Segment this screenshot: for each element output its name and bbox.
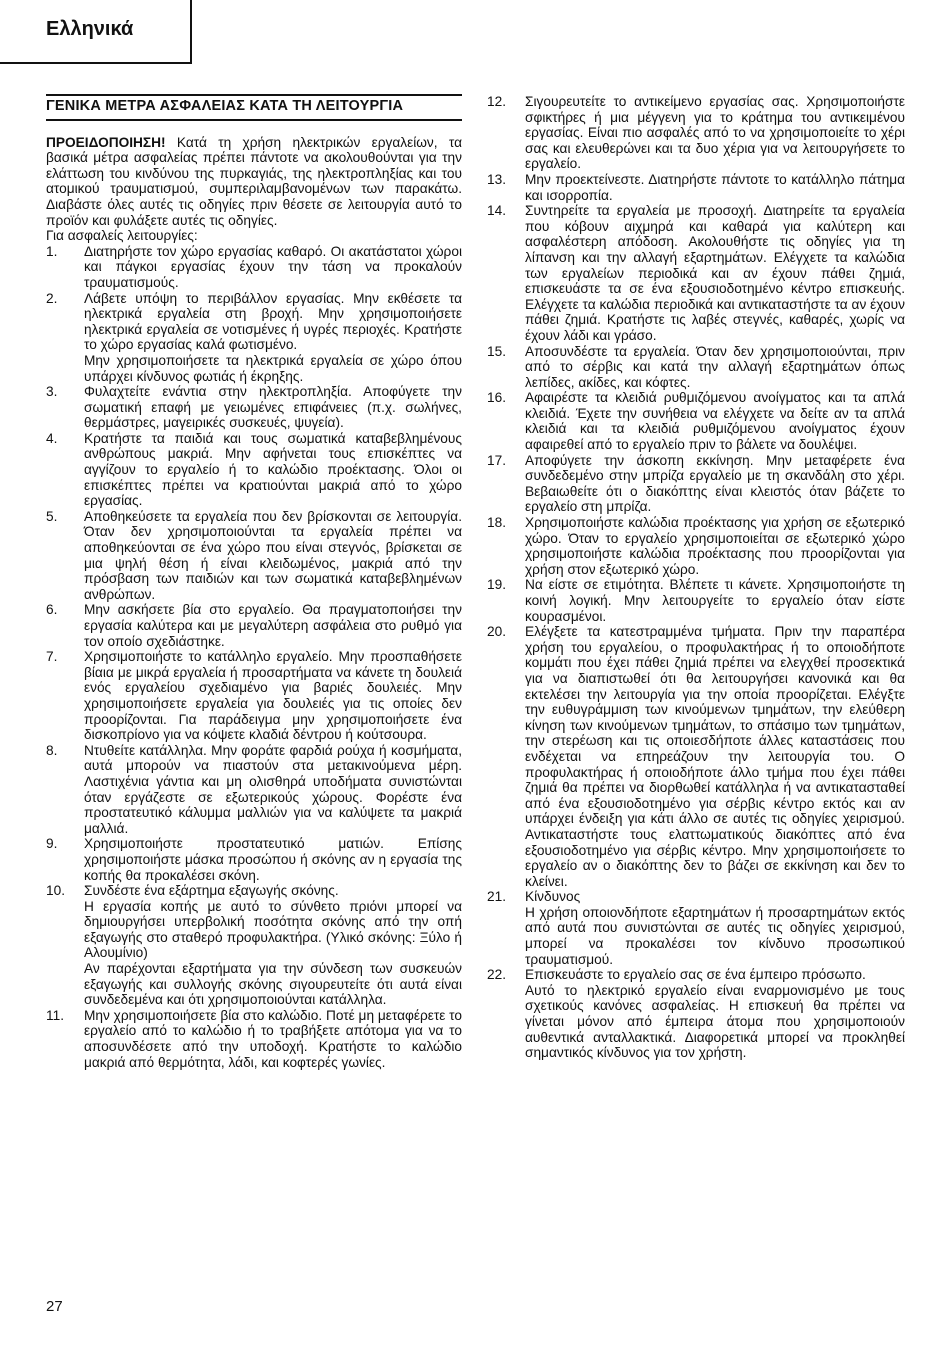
list-item xyxy=(46,836,462,883)
item-paragraph: Φυλαχτείτε ενάντια στην ηλεκτροπληξία. Αποφύγετε την σωματική επαφή με γειωμένες επιφάνειες (π.χ. σωλήνες, θερμάστρες, μαγειρικές συσκευές, ψυγεία). xyxy=(84,384,462,431)
list-item xyxy=(487,624,905,889)
section-title: ΓΕΝΙΚΑ ΜΕΤΡΑ ΑΣΦΑΛΕΙΑΣ ΚΑΤΑ ΤΗ ΛΕΙΤΟΥΡΓΙΑ xyxy=(46,94,462,121)
item-number: 9. xyxy=(46,836,58,852)
item-paragraph: Συνδέστε ένα εξάρτημα εξαγωγής σκόνης. xyxy=(84,883,339,899)
item-body xyxy=(525,203,905,343)
list-item xyxy=(487,344,905,391)
item-paragraph: Αυτό το ηλεκτρικό εργαλείο είναι εναρμονισμένο με τους σχετικούς κανόνες ασφαλείας. Η επισκευή θα πρέπει να γίνεται μόνον από έμπειρα άτομα που χρησιμοποιούν αυθεντικά ανταλλακτικά. Διαφορετικά μπορεί να προκληθεί σημαντικός κίνδυνος για τον χρήστη. xyxy=(525,982,905,1061)
item-body xyxy=(84,743,462,837)
item-paragraph: Αποθηκεύσετε τα εργαλεία που δεν βρίσκονται σε λειτουργία. Όταν δεν χρησιμοποιούνται τα εργαλεία πρέπει να αποθηκεύονται σε ένα χώρο που είναι στεγνός, βρίσκεται σε μια ψηλή θέση ή είναι κλειδωμένος, μακριά από την πρόσβαση των παιδιών και των σωματικά καταβεβλημένων ανθρώπων. xyxy=(84,508,462,602)
list-item xyxy=(487,967,905,1061)
item-paragraph: Μην χρησιμοποιήσετε τα ηλεκτρικά εργαλεία σε χώρο όπου υπάρχει κίνδυνος φωτιάς ή έκρηξης. xyxy=(84,352,462,384)
list-item xyxy=(46,291,462,385)
language-tab xyxy=(0,0,192,64)
item-paragraph: Κρατήστε τα παιδιά και τους σωματικά καταβεβλημένους ανθρώπους μακριά. Μην αφήνεται τους επισκέπτες να αγγίζουν το εργαλείο ή το καλώδιο προέκτασης. Όλοι οι επισκέπτες πρέπει να κρατιούνται μακριά από το χώρο εργασίας. xyxy=(84,430,462,509)
item-number: 7. xyxy=(46,649,58,665)
list-item xyxy=(46,1008,462,1070)
item-body xyxy=(525,453,905,515)
warning-label: ΠΡΟΕΙΔΟΠΟΙΗΣΗ! xyxy=(46,134,166,150)
item-body xyxy=(525,94,905,172)
list-item xyxy=(46,244,462,291)
item-number: 8. xyxy=(46,742,58,758)
item-number: 4. xyxy=(46,430,58,446)
list-item xyxy=(46,743,462,837)
item-body xyxy=(84,244,462,291)
list-item xyxy=(46,602,462,649)
page-number: 27 xyxy=(46,1298,63,1315)
item-number: 19. xyxy=(487,577,507,593)
item-paragraph: Η εργασία κοπής με αυτό το σύνθετο πριόνι μπορεί να δημιουργήσει υπερβολική ποσότητα σκόνης από την οπή εξαγωγής στο σταθερό προφυλακτήρα. (Υλικό σκόνης: Ξύλο ή Αλουμίνιο) xyxy=(84,898,462,961)
item-paragraph: Σιγουρευτείτε το αντικείμενο εργασίας σας. Χρησιμοποιήστε σφικτήρες ή μια μέγγενη για το κράτημα του αντικειμένου εργασίας. Είναι πιο ασφαλές από το να χρησιμοποιείτε το χέρι σας και ελευθερώνει και τα δυο χέρια για να λειτουργήσετε το εργαλείο. xyxy=(525,94,905,172)
right-column xyxy=(487,94,905,1061)
language-label: Ελληνικά xyxy=(46,18,134,40)
list-item xyxy=(46,649,462,743)
item-paragraph: Επισκευάστε το εργαλείο σας σε ένα έμπειρο πρόσωπο. xyxy=(525,967,866,983)
item-body xyxy=(84,1008,462,1070)
item-number: 17. xyxy=(487,452,507,468)
list-item xyxy=(487,390,905,452)
item-paragraph: Αποφύγετε την άσκοπη εκκίνηση. Μην μεταφέρετε ένα συνδεδεμένο στην μπρίζα εργαλείο με τη σκανδάλη στο χέρι. Βεβαιωθείτε ότι ο διακόπτης είναι κλειστός όταν βάζετε το εργαλείο στη μπρίζα. xyxy=(525,452,905,515)
item-paragraph: Αποσυνδέστε τα εργαλεία. Όταν δεν χρησιμοποιούνται, πριν από το σέρβις και κατά την αλλαγή εξαρτημάτων όπως λεπίδες, ακίδες, και κόφτες. xyxy=(525,343,905,390)
list-item xyxy=(46,431,462,509)
item-number: 1. xyxy=(46,243,58,259)
item-paragraph: Αν παρέχονται εξαρτήματα για την σύνδεση των συσκευών εξαγωγής και συλλογής σκόνης σιγουρευτείτε ότι αυτά είναι συνδεδεμένα και ότι χρησιμοποιούνται κατάλληλα. xyxy=(84,961,462,1008)
item-paragraph: Χρησιμοποιήστε προστατευτικό ματιών. Επίσης χρησιμοποιήστε μάσκα προσώπου ή σκόνης αν η εργασία της κοπής θα προκαλέσει σκόνη. xyxy=(84,836,462,883)
item-paragraph: Η χρήση οποιονδήποτε εξαρτημάτων ή προσαρτημάτων εκτός από αυτά που συνιστώνται σε αυτές τις οδηγίες χειρισμού, μπορεί να προκαλέσει τον κίνδυνο προσωπικού τραυματισμού. xyxy=(525,904,905,967)
item-number: 2. xyxy=(46,290,58,306)
item-number: 6. xyxy=(46,602,58,618)
item-number: 21. xyxy=(487,889,507,905)
item-number: 10. xyxy=(46,883,66,899)
item-body xyxy=(84,602,462,649)
list-item xyxy=(487,577,905,624)
item-paragraph: Μην ασκήσετε βία στο εργαλείο. Θα πραγματοποιήσει την εργασία καλύτερα και με μεγαλύτερη ασφάλεια στο ρυθμό για τον οποίο σχεδιάστηκε. xyxy=(84,602,462,649)
list-item xyxy=(487,172,905,203)
item-paragraph: Μην χρησιμοποιήσετε βία στο καλώδιο. Ποτέ μη μεταφέρετε το εργαλείο από το καλώδιο ή το τραβήξετε απότομα για να το αποσυνδέσετε από την υποδοχή. Κρατήστε το καλώδιο μακριά από θερμότητα, λάδι, και κοφτερές γωνίες. xyxy=(84,1007,462,1070)
item-number: 16. xyxy=(487,390,507,406)
item-paragraph: Ντυθείτε κατάλληλα. Μην φοράτε φαρδιά ρούχα ή κοσμήματα, αυτά μπορούν να πιαστούν στα μετακινούμενα μέρη. Λαστιχένια γάντια και μη ολισθηρά υποδήματα συνιστώνται όταν εργάζεστε σε εξωτερικούς χώρους. Φορέστε ένα προστατευτικό κάλυμμα μαλλιών για να καλύψετε τα μακριά μαλλιά. xyxy=(84,742,462,836)
item-number: 22. xyxy=(487,967,507,983)
item-body xyxy=(525,172,905,203)
item-number: 12. xyxy=(487,94,507,109)
list-item xyxy=(487,889,905,967)
item-body xyxy=(84,836,462,883)
list-item xyxy=(487,94,905,172)
list-item xyxy=(487,203,905,343)
intro-paragraph xyxy=(46,135,462,229)
list-item xyxy=(46,509,462,603)
item-number: 20. xyxy=(487,624,507,640)
item-paragraph: Λάβετε υπόψη το περιβάλλον εργασίας. Μην εκθέσετε τα ηλεκτρικά εργαλεία στη βροχή. Μην χρησιμοποιήσετε ηλεκτρικά εργαλεία σε νοτισμένες ή υγρές περιοχές. Κρατήστε το χώρο εργασίας καλά φωτισμένο. xyxy=(84,290,462,353)
list-item xyxy=(487,515,905,577)
item-paragraph: Να είστε σε ετιμότητα. Βλέπετε τι κάνετε. Χρησιμοποιήστε τη κοινή λογική. Μην λειτουργείτε το εργαλείο όταν είστε κουρασμένοι. xyxy=(525,577,905,624)
item-body xyxy=(525,344,905,391)
item-paragraph: Χρησιμοποιήστε το κατάλληλο εργαλείο. Μην προσπαθήσετε βίαια με μικρά εργαλεία ή προσαρτήματα να κάνετε τη δουλειά ενός εργαλείου σχεδιαμένο για βαριές δουλειές. Μην χρησιμοποιήσετε εργαλεία για δουλειές για τις οποίες δεν προορίζονται. Για παράδειγμα μην χρησιμοποιήσετε ένα δισκοπρίονο για να κόψετε κλαδιά δέντρου ή κούτσουρα. xyxy=(84,649,462,743)
item-body xyxy=(525,624,905,889)
intro-lead: Για ασφαλείς λειτουργίες: xyxy=(46,228,198,244)
intro-text: Κατά τη χρήση ηλεκτρικών εργαλείων, τα βασικά μέτρα ασφαλείας πρέπει πάντοτε να ακολουθούνται για την ελάττωση του κινδύνου της πυρκαγιάς, της ηλεκτροπληξίας και του ατομικού τραυματισμού, συμπεριλαμβανομένων των παρακάτω. Διαβάστε όλες αυτές τις οδηγίες πριν θέσετε σε λειτουργία αυτό το προϊόν και φυλάξετε αυτές τις οδηγίες. xyxy=(46,134,462,228)
left-column xyxy=(46,94,462,1070)
item-number: 13. xyxy=(487,171,507,187)
item-body xyxy=(84,431,462,509)
item-paragraph: Συντηρείτε τα εργαλεία με προσοχή. Διατηρείτε τα εργαλεία που κόβουν αιχμηρά και καθαρά για καλύτερη και ασφαλέστερη απόδοση. Ακολουθήστε τις οδηγίες για τη λίπανση και την αλλαγή εξαρτημάτων. Ελέγχετε τα καλώδια των εργαλείων περιοδικά και αν έχουν πάθει ζημιά, επισκευάστε τα σε ένα εξουσιοδοτημένο κέντρο επισκευής. Ελέγχετε τα καλώδια περιοδικά και αντικαταστήστε τα αν έχουν πάθει ζημιά. Κρατήστε τις λαβές στεγνές, καθαρές, χωρίς να έχουν λάδι και γράσο. xyxy=(525,203,905,343)
item-body xyxy=(84,384,462,431)
item-body xyxy=(84,649,462,743)
item-body xyxy=(525,390,905,452)
item-body xyxy=(525,577,905,624)
item-number: 11. xyxy=(46,1007,65,1023)
list-item xyxy=(46,883,462,1008)
item-body xyxy=(525,967,905,1061)
item-number: 18. xyxy=(487,515,507,531)
item-body xyxy=(84,509,462,603)
item-number: 3. xyxy=(46,384,58,400)
item-number: 14. xyxy=(487,203,507,219)
item-body xyxy=(84,883,462,1008)
item-paragraph: Μην προεκτείνεστε. Διατηρήστε πάντοτε το κατάλληλο πάτημα και ισορροπία. xyxy=(525,171,905,203)
item-paragraph: Αφαιρέστε τα κλειδιά ρυθμιζόμενου ανοίγματος και τα απλά κλειδιά. Έχετε την συνήθεια να ελέγχετε να δείτε αν τα απλά κλειδιά και τα κλειδιά ρυθμιζόμενου ανοίγματος έχουν αφαιρεθεί από το εργαλείο πριν το βάλετε να δουλέψει. xyxy=(525,390,905,453)
item-body xyxy=(525,889,905,967)
item-paragraph: Διατηρήστε τον χώρο εργασίας καθαρό. Οι ακατάστατοι χώροι και πάγκοι εργασίας έχουν την τάση να προκαλούν τραυματισμούς. xyxy=(84,243,462,290)
item-number: 5. xyxy=(46,508,58,524)
list-item xyxy=(487,453,905,515)
item-body xyxy=(525,515,905,577)
item-paragraph: Ελέγξετε τα κατεστραμμένα τμήματα. Πριν την παραπέρα χρήση του εργαλείου, ο προφυλακτήρας ή το οποιοδήποτε κομμάτι που έχει πάθει ζημιά πρέπει να ελεγχθεί προσεκτικά για να διαπιστωθεί ότι θα λειτουργήσει κανονικά και θα εκτελέσει την λειτουργία για την οποία προορίζεται. Ελέγξτε την ευθυγράμμιση των κινούμενων τμημάτων, την ελεύθερη κίνηση των κινούμενων τμημάτων, το σπάσιμο των τμημάτων, την στερέωση και τις οποιεσδήποτε άλλες καταστάσεις που ενδέχεται να επηρεάζουν την λειτουργία του. Ο προφυλακτήρας ή οποιοδήποτε άλλο τμήμα που έχει πάθει ζημιά θα πρέπει να διορθωθεί κατάλληλα ή να αντικατασταθεί από ένα εξουσιοδοτημένο για σέρβις κέντρο εκτός και αν υπάρχει ένδειξη για κάτι άλλο σε αυτές τις οδηγίες χειρισμού. Αντικαταστήστε τους ελαττωματικούς διακόπτες από ένα εξουσιοδοτημένο για σέρβις κέντρο. Μην χρησιμοποιήσετε το εργαλείο αν ο διακόπτης δεν το βάζει σε εκκίνηση και δεν το κλείνει. xyxy=(525,624,905,889)
item-number: 15. xyxy=(487,343,507,359)
item-paragraph: Κίνδυνος xyxy=(525,889,581,905)
item-body xyxy=(84,291,462,385)
list-item xyxy=(46,384,462,431)
item-paragraph: Χρησιμοποιήστε καλώδια προέκτασης για χρήση σε εξωτερικό χώρο. Όταν το εργαλείο χρησιμοποιείται σε εξωτερικό χώρο χρησιμοποιήστε καλώδια προέκτασης που προορίζονται για χρήση στον εξωτερικό χώρο. xyxy=(525,515,905,577)
